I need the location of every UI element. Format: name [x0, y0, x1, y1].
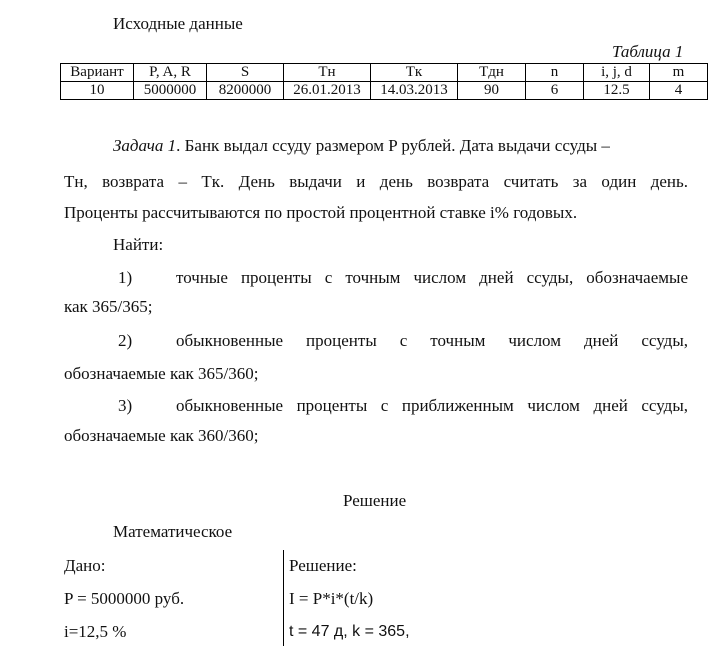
header-cell-n: n	[526, 64, 584, 82]
table-caption: Таблица 1	[612, 42, 684, 61]
item-continuation: обозначаемые как 365/360;	[64, 364, 259, 383]
find-label: Найти:	[113, 235, 164, 254]
solution-title: Решение	[343, 491, 407, 510]
solution-params: t = 47 д, k = 365,	[289, 623, 410, 640]
source-data-table	[60, 63, 708, 100]
header-cell-s: S	[207, 64, 284, 82]
header-cell-p-a-r: P, A, R	[134, 64, 207, 82]
item-number: 3)	[118, 396, 133, 415]
cell-n: 6	[526, 82, 584, 100]
table-row	[61, 82, 708, 100]
list-item	[64, 396, 688, 416]
cell-ijd: 12.5	[584, 82, 650, 100]
cell-p-a-r: 5000000	[134, 82, 207, 100]
cell-tn: 26.01.2013	[284, 82, 371, 100]
cell-m: 4	[650, 82, 708, 100]
item-continuation: как 365/365;	[64, 297, 153, 316]
given-p: P = 5000000 руб.	[64, 589, 185, 608]
heading-source-data: Исходные данные	[113, 14, 243, 33]
task-line-2: Tн, возврата – Tк. День выдачи и день возврата считать за один день.	[64, 172, 688, 191]
task-line-1	[113, 136, 610, 156]
cell-s: 8200000	[207, 82, 284, 100]
item-text: обыкновенные проценты с точным числом дней ссуды,	[176, 331, 688, 350]
formula: I = P*i*(t/k)	[289, 589, 374, 608]
solution-label: Решение:	[289, 556, 357, 575]
cell-tdn: 90	[458, 82, 526, 100]
item-continuation: обозначаемые как 360/360;	[64, 426, 259, 445]
table-header-row	[61, 64, 708, 82]
item-text: точные проценты с точным числом дней ссуды, обозначаемые	[176, 268, 688, 287]
column-divider	[283, 550, 284, 646]
item-number: 2)	[118, 331, 133, 350]
list-item	[64, 268, 688, 288]
list-item	[64, 331, 688, 351]
header-cell-tk: Tк	[371, 64, 458, 82]
header-cell-ijd: i, j, d	[584, 64, 650, 82]
cell-variant: 10	[61, 82, 134, 100]
task-line-3: Проценты рассчитываются по простой процентной ставке i% годовых.	[64, 203, 578, 222]
task-line-1-text: . Банк выдал ссуду размером P рублей. Дата выдачи ссуды –	[176, 136, 610, 155]
header-cell-tdn: Tдн	[458, 64, 526, 82]
given-i: i=12,5 %	[64, 622, 127, 641]
cell-tk: 14.03.2013	[371, 82, 458, 100]
item-text: обыкновенные проценты с приближенным числом дней ссуды,	[176, 396, 688, 415]
item-number: 1)	[118, 268, 133, 287]
given-label: Дано:	[64, 556, 106, 575]
header-cell-m: m	[650, 64, 708, 82]
header-cell-variant: Вариант	[61, 64, 134, 82]
header-cell-tn: Tн	[284, 64, 371, 82]
solution-subtitle: Математическое	[113, 522, 233, 541]
task-label: Задача 1	[113, 136, 177, 155]
